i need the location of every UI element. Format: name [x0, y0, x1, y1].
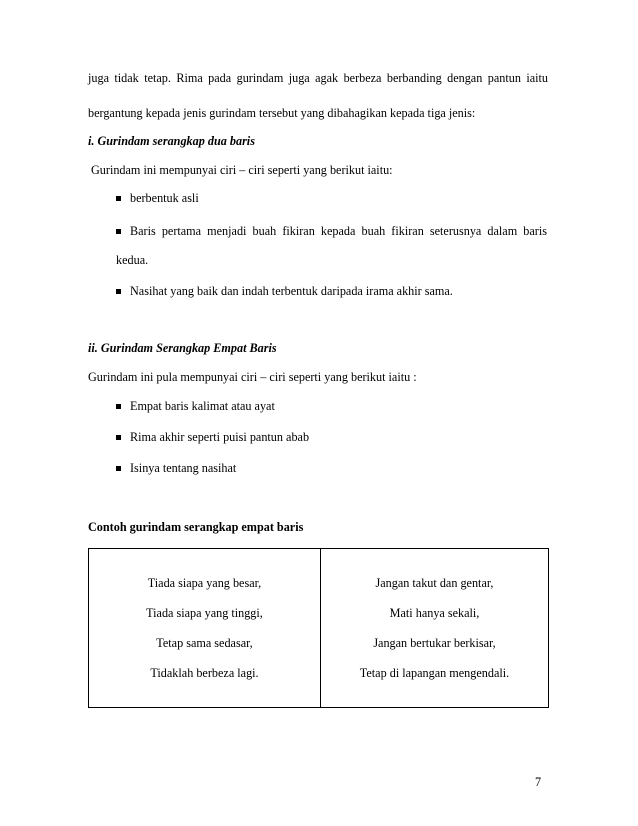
paragraph-intro-line-2: bergantung kepada jenis gurindam tersebut yang dibahagikan kepada tiga jenis: [88, 106, 476, 120]
section-1-bullet-2-line-2: kedua. [116, 253, 149, 267]
bullet-icon [116, 196, 121, 201]
bullet-icon [116, 404, 121, 409]
section-2-bullet-2: Rima akhir seperti puisi pantun abab [130, 430, 310, 444]
paragraph-intro-line-1: juga tidak tetap. Rima pada gurindam juga agak berbeza berbanding dengan pantun iaitu [88, 71, 548, 85]
poem-right-line: Tetap di lapangan mengendali. [359, 666, 510, 680]
section-1-bullet-1: berbentuk asli [130, 191, 199, 205]
poem-left-line: Tiada siapa yang tinggi, [146, 606, 263, 620]
page-number: 7 [535, 775, 542, 789]
poem-left-line: Tidaklah berbeza lagi. [150, 666, 259, 680]
section-1-bullet-2-line-1: Baris pertama menjadi buah fikiran kepada buah fikiran seterusnya dalam baris [130, 224, 547, 238]
poem-right-line: Mati hanya sekali, [389, 606, 480, 620]
section-2-bullet-1: Empat baris kalimat atau ayat [130, 399, 275, 413]
section-1-intro: Gurindam ini mempunyai ciri – ciri seperti yang berikut iaitu: [91, 163, 393, 177]
bullet-icon [116, 435, 121, 440]
poem-right-line: Jangan takut dan gentar, [375, 576, 494, 590]
bullet-icon [116, 466, 121, 471]
bullet-icon [116, 289, 121, 294]
poem-left-line: Tiada siapa yang besar, [147, 576, 262, 590]
section-1-bullet-3: Nasihat yang baik dan indah terbentuk daripada irama akhir sama. [130, 284, 453, 298]
bullet-icon [116, 229, 121, 234]
poem-left-column [89, 549, 320, 707]
section-2-intro: Gurindam ini pula mempunyai ciri – ciri seperti yang berikut iaitu : [88, 370, 417, 384]
poem-right-line: Jangan bertukar berkisar, [373, 636, 496, 650]
section-2-bullet-3: Isinya tentang nasihat [130, 461, 237, 475]
poem-right-column [321, 549, 548, 707]
example-heading: Contoh gurindam serangkap empat baris [88, 520, 304, 534]
section-2-heading: ii. Gurindam Serangkap Empat Baris [88, 341, 277, 355]
poem-table [88, 548, 549, 708]
section-1-heading: i. Gurindam serangkap dua baris [88, 134, 255, 148]
poem-left-line: Tetap sama sedasar, [156, 636, 253, 650]
